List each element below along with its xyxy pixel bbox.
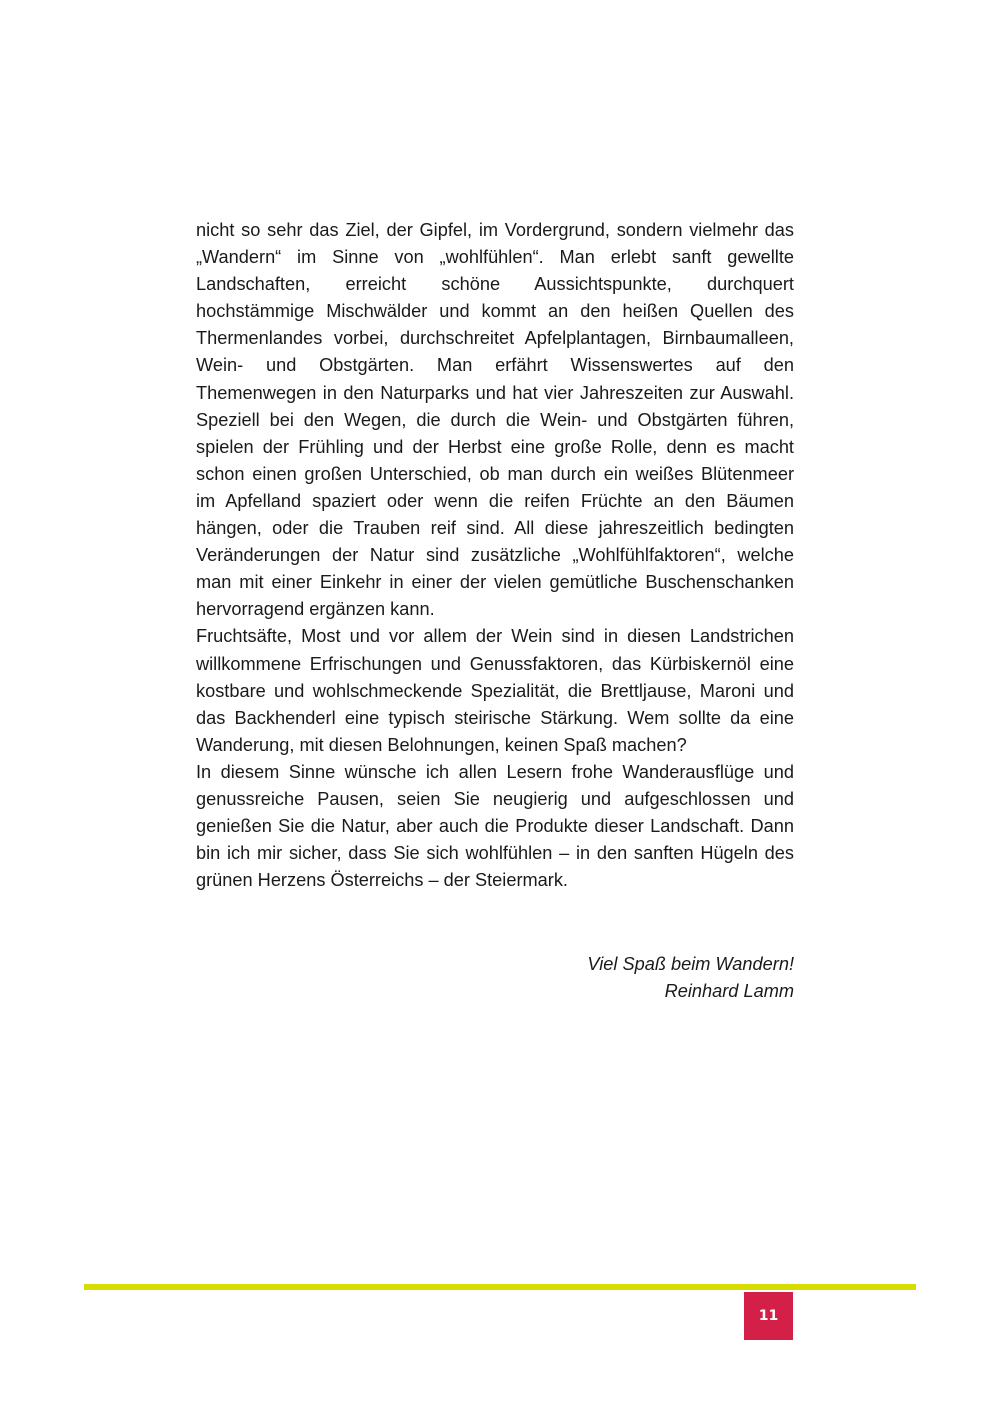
paragraph-3: In diesem Sinne wünsche ich allen Lesern frohe Wanderausflüge und genussreiche Pausen, seien Sie neugierig und aufgeschlossen und genießen Sie die Natur, aber auch die Produkte dieser Landschaft. Dann bin ich mir sicher, dass Sie sich wohlfühlen – in den sanften Hügeln des grünen Herzens Österreichs – der Steiermark.	[196, 761, 794, 891]
page-number: 11	[758, 1308, 779, 1324]
page-number-badge	[744, 1292, 793, 1340]
author-name: Reinhard Lamm	[664, 981, 794, 1002]
signature-block	[196, 951, 794, 1005]
footer-rule	[84, 1284, 916, 1290]
closing-line: Viel Spaß beim Wandern!	[587, 954, 794, 974]
paragraph-2: Fruchtsäfte, Most und vor allem der Wein sind in diesen Landstrichen willkommene Erfrischungen und Genussfaktoren, das Kürbiskernöl eine kostbare und wohlschmeckende Spezialität, die Brettljause, Maroni und das Backhenderl eine typisch steirische Stärkung. Wem sollte da eine Wanderung, mit diesen Belohnungen, keinen Spaß machen?	[196, 626, 794, 755]
body-text	[196, 217, 794, 894]
paragraph-1: nicht so sehr das Ziel, der Gipfel, im Vordergrund, sondern vielmehr das „Wandern“ im Sinne von „wohlfühlen“. Man erlebt sanft gewellte Landschaften, erreicht schöne Aussichtspunkte, durchquert hochstämmige Mischwälder und kommt an den heißen Quellen des Thermenlandes vorbei, durchschreitet Apfelplantagen, Birnbaumalleen, Wein- und Obstgärten. Man erfährt Wissenswertes auf den Themenwegen in den Naturparks und hat vier Jahreszeiten zur Auswahl. Speziell bei den Wegen, die durch die Wein- und Obstgärten führen, spielen der Frühling und der Herbst eine große Rolle, denn es macht schon einen großen Unterschied, ob man durch ein weißes Blütenmeer im Apfelland spaziert oder wenn die reifen Früchte an den Bäumen hängen, oder die Trauben reif sind. All diese jahreszeitlich bedingten Veränderungen der Natur sind zusätzliche „Wohlfühlfaktoren“, welche man mit einer Einkehr in einer der vielen gemütliche Buschenschanken hervorragend ergänzen kann.	[196, 220, 794, 620]
